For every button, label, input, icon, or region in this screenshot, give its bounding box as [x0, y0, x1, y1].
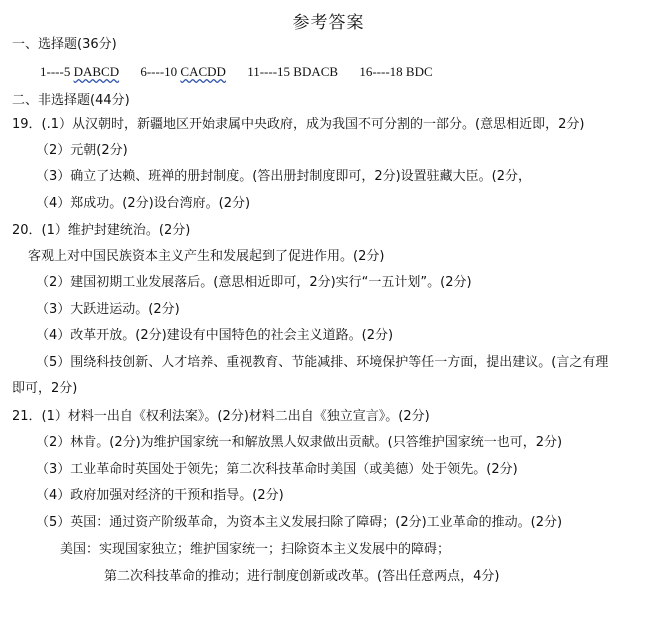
mc-range: 1----5 — [40, 64, 71, 79]
mc-group-3 — [247, 64, 338, 80]
multiple-choice-answers — [40, 64, 451, 80]
mc-letters: BDACB — [293, 64, 339, 79]
mc-range: 11----15 — [247, 64, 291, 79]
mc-group-2 — [140, 64, 226, 80]
mc-group-4 — [359, 64, 432, 80]
answer-line: （5）围绕科技创新、人才培养、重视教育、节能减排、环境保护等任一方面，提出建议。(言之有理 — [36, 355, 609, 370]
section-2-heading: 二、非选择题(44分) — [12, 93, 130, 108]
answer-line: （2）元朝(2分) — [36, 143, 128, 158]
mc-group-1 — [40, 64, 119, 80]
answer-line: （3）大跃进运动。(2分) — [36, 302, 180, 317]
answer-line: 即可，2分) — [12, 381, 78, 396]
answer-line: （3）工业革命时英国处于领先；第二次科技革命时美国（或美德）处于领先。(2分) — [36, 462, 518, 477]
answer-line: 21．(1）材料一出自《权利法案》。(2分)材料二出自《独立宣言》。(2分) — [12, 409, 430, 424]
answer-line: 客观上对中国民族资本主义产生和发展起到了促进作用。(2分) — [28, 249, 385, 264]
answer-line: （4）改革开放。(2分)建设有中国特色的社会主义道路。(2分) — [36, 328, 394, 343]
mc-letters: BDC — [405, 64, 433, 79]
answer-line: 20．(1）维护封建统治。(2分) — [12, 223, 191, 238]
answer-line: （2）林肯。(2分)为维护国家统一和解放黑人奴隶做出贡献。(只答维护国家统一也可，2分) — [36, 435, 563, 450]
answer-line: 19．(.1）从汉朝时，新疆地区开始隶属中央政府，成为我国不可分割的一部分。(意思相近即，2分) — [12, 117, 585, 132]
answer-line: 第二次科技革命的推动；进行制度创新或改革。(答出任意两点，4分) — [104, 569, 500, 584]
section-1-heading: 一、选择题(36分) — [12, 37, 117, 52]
mc-letters: CACDD — [180, 64, 226, 79]
page-title: 参考答案 — [292, 13, 365, 33]
mc-range: 6----10 — [140, 64, 178, 79]
answer-line: （5）英国：通过资产阶级革命，为资本主义发展扫除了障碍；(2分)工业革命的推动。(2分) — [36, 515, 563, 530]
answer-line: （4）政府加强对经济的干预和指导。(2分) — [36, 488, 284, 503]
answer-line: 美国：实现国家独立；维护国家统一；扫除资本主义发展中的障碍； — [60, 542, 451, 557]
answer-line: （4）郑成功。(2分)设台湾府。(2分) — [36, 196, 251, 211]
answer-line: （2）建国初期工业发展落后。(意思相近即可，2分)实行“一五计划”。(2分) — [36, 275, 472, 290]
mc-letters: DABCD — [73, 64, 120, 79]
mc-range: 16----18 — [359, 64, 403, 79]
answer-line: （3）确立了达赖、班禅的册封制度。(答出册封制度即可，2分)设置驻藏大臣。(2分， — [36, 169, 532, 184]
